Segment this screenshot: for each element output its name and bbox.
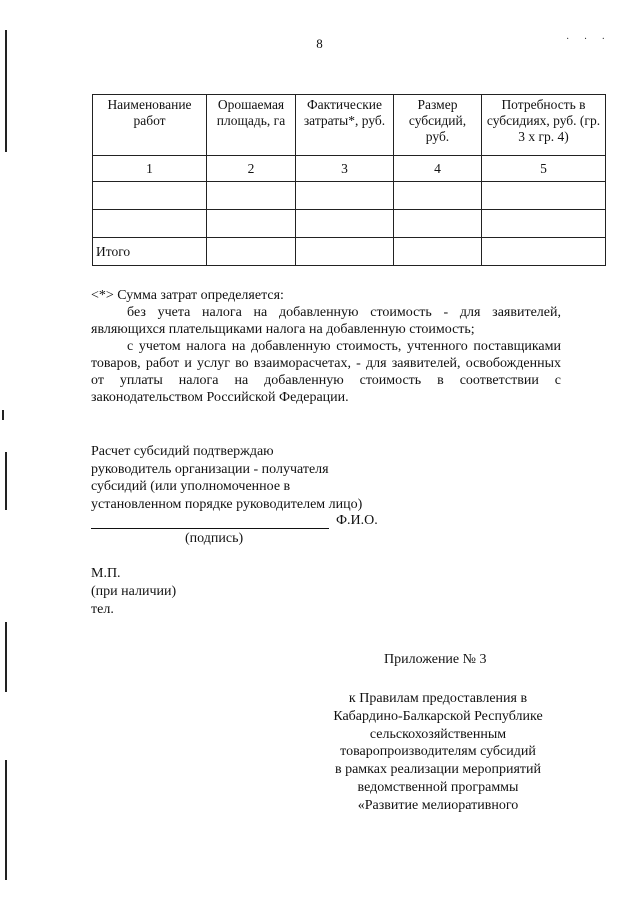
header-subsidy-need: Потребность в субсидиях, руб. (гр. 3 х гр. 4) <box>482 95 606 156</box>
table-cell <box>93 210 207 238</box>
table-total-row <box>93 238 606 266</box>
signature-caption: (подпись) <box>185 531 244 546</box>
footnote-item-without-vat: без учета налога на добавленную стоимость - для заявителей, являющихся плательщиками налога на добавленную стоимость; <box>91 305 561 337</box>
confirm-line: установленном порядке руководителем лицо) <box>91 496 363 512</box>
column-number: 4 <box>394 156 482 182</box>
phone-label: тел. <box>91 602 114 617</box>
appendix-line: ведомственной программы <box>357 779 519 795</box>
table-cell <box>394 182 482 210</box>
appendix-line: сельскохозяйственным <box>369 726 507 742</box>
stamp-block <box>91 565 176 619</box>
table-cell <box>207 182 296 210</box>
column-number: 2 <box>207 156 296 182</box>
scan-edge-mark <box>5 760 7 880</box>
table-cell <box>482 238 606 266</box>
appendix-reference <box>318 690 558 815</box>
column-number: 1 <box>93 156 207 182</box>
table-row <box>93 182 606 210</box>
total-label: Итого <box>93 238 207 266</box>
appendix-line: в рамках реализации мероприятий <box>334 762 541 778</box>
footnote <box>91 287 561 406</box>
stamp-label: М.П. <box>91 566 121 581</box>
table-cell <box>394 210 482 238</box>
table-cell <box>482 182 606 210</box>
table-row <box>93 210 606 238</box>
table-column-numbers-row <box>93 156 606 182</box>
header-subsidy-size: Размер субсидий, руб. <box>394 95 482 156</box>
confirm-line: руководитель организации - получателя <box>91 461 329 477</box>
table-header-row <box>93 95 606 156</box>
stamp-note: (при наличии) <box>91 584 177 599</box>
header-work-name: Наименование работ <box>93 95 207 156</box>
corner-marks: · · · <box>566 34 611 45</box>
header-actual-costs: Фактические затраты*, руб. <box>296 95 394 156</box>
signature-line <box>91 528 329 529</box>
table-cell <box>296 238 394 266</box>
subsidy-cost-table <box>92 94 606 266</box>
scan-edge-mark <box>5 452 7 510</box>
appendix-title: Приложение № 3 <box>384 652 487 667</box>
confirm-line: субсидий (или уполномоченное в <box>91 479 291 494</box>
footnote-lead: <*> Сумма затрат определяется: <box>91 288 284 303</box>
table-cell <box>482 210 606 238</box>
appendix-line: Кабардино-Балкарской Республике <box>333 708 543 724</box>
column-number: 3 <box>296 156 394 182</box>
confirm-line: Расчет субсидий подтверждаю <box>91 444 274 459</box>
footnote-item-with-vat: с учетом налога на добавленную стоимость, учтенного поставщиками товаров, работ и услуг во взаиморасчетах, - для заявителей, освобожденных от уплаты налога на добавленную стоимость в соответствии с законодательством Российской Федерации. <box>91 339 561 405</box>
confirmation-block <box>91 443 431 513</box>
table-cell <box>93 182 207 210</box>
appendix-line: товаропроизводителям субсидий <box>340 744 536 760</box>
table-cell <box>207 210 296 238</box>
page-number: 8 <box>316 36 323 51</box>
appendix-line: к Правилам предоставления в <box>348 691 528 706</box>
table-cell <box>296 210 394 238</box>
appendix-line: «Развитие мелиоративного <box>357 797 519 813</box>
column-number: 5 <box>482 156 606 182</box>
table-cell <box>394 238 482 266</box>
fio-label: Ф.И.О. <box>336 513 378 528</box>
scan-edge-mark <box>5 622 7 692</box>
header-irrigated-area: Орошаемая площадь, га <box>207 95 296 156</box>
table-cell <box>296 182 394 210</box>
scan-edge-mark <box>2 410 4 420</box>
table-cell <box>207 238 296 266</box>
